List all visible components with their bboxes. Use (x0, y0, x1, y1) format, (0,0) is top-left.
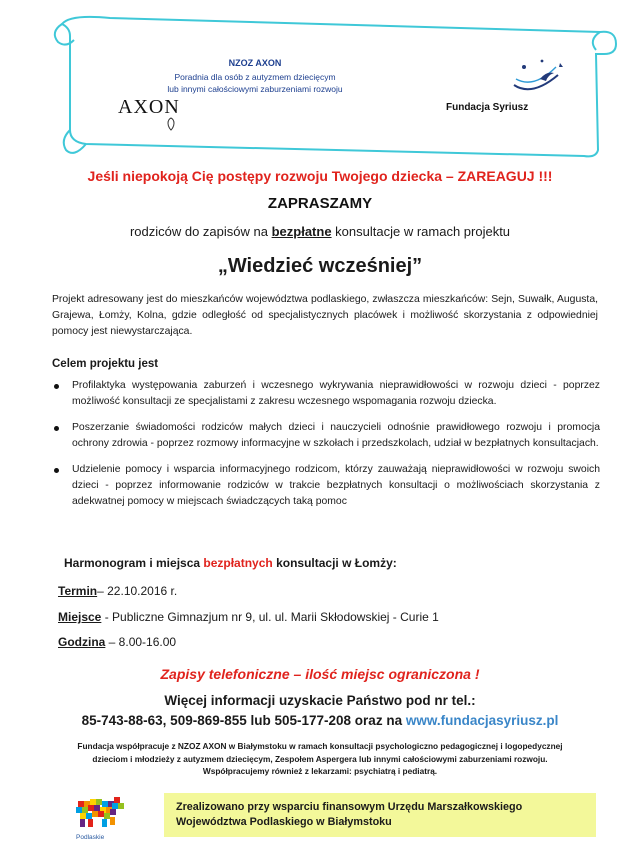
org-name: NZOZ AXON (228, 58, 282, 68)
podlaskie-label: Podlaskie (76, 834, 105, 841)
funding-line-2: Województwa Podlaskiego w Białymstoku (176, 816, 392, 828)
project-title: „Wiedzieć wcześniej” (217, 255, 423, 277)
org-description (120, 71, 390, 95)
more-info: Więcej informacji uzyskacie Państwo pod nr tel.: (164, 693, 476, 708)
registration-note: Zapisy telefoniczne – ilość miejsc ograniczona ! (160, 666, 480, 682)
org-desc-line-1: Poradnia dla osób z autyzmem dziecięcym (174, 72, 336, 82)
schedule-heading-red: bezpłatnych (203, 556, 273, 570)
schedule-heading (64, 556, 397, 570)
cooperation-note (40, 740, 600, 778)
funding-line-1: Zrealizowano przy wsparciu finansowym Urzędu Marszałkowskiego (176, 801, 523, 813)
syriusz-logo-icon (500, 45, 570, 105)
place-label: Miejsce (58, 610, 102, 624)
intro-paragraph: Projekt adresowany jest do mieszkańców województwa podlaskiego, zwłaszcza mieszkańców: Sejn, Suwałk, Augusta, Grajewa, Łomży, Kolna, gdzie odległość od specjalistycznych placówek i możliwość skorzystania z odpowiedniej pomocy jest niewystarczająca. (52, 294, 598, 337)
schedule-term (58, 584, 177, 598)
foundation-name: Fundacja Syriusz (446, 102, 529, 113)
axon-mark-icon (165, 117, 177, 131)
goals-list (52, 378, 600, 520)
goals-heading: Celem projektu jest (52, 358, 159, 370)
invite-line (0, 224, 640, 239)
goal-text: Udzielenie pomocy i wsparcia informacyjnego rodzicom, którzy zauważają nieprawidłowości w rozwoju swoich dzieci - poprzez informowanie rodziców w trakcie bezpłatnych konsultacji o możliwościach skorzystania z adekwatnej pomocy w miejscach świadczących taką pomoc (72, 464, 600, 507)
hour-value: – 8.00-16.00 (105, 635, 177, 649)
list-item (52, 378, 600, 410)
schedule-heading-after: konsultacji w Łomży: (272, 556, 397, 570)
coop-line-2: dzieciom i młodzieży z autyzmem dziecięcym, Zespołem Aspergera lub innymi całościowymi zaburzeniami rozwoju. (92, 753, 548, 764)
list-item (52, 462, 600, 510)
headline: Jeśli niepokoją Cię postępy rozwoju Twojego dziecka – ZAREAGUJ !!! (87, 168, 553, 184)
goal-text: Poszerzanie świadomości rodziców małych dzieci i nauczycieli odnośnie prawidłowego rozwoju i promocja ochrony zdrowia - poprzez rozmowy informacyjne w szkołach i przedszkolach, udział w bezpłatnych konsultacjach. (72, 422, 600, 449)
phone-numbers (0, 713, 640, 728)
website-link[interactable]: www.fundacjasyriusz.pl (405, 713, 559, 728)
place-value: - Publiczne Gimnazjum nr 9, ul. ul. Marii Skłodowskiej - Curie 1 (101, 610, 439, 624)
coop-line-3: Współpracujemy również z lekarzami: psychiatrą i pediatrą. (202, 766, 438, 776)
schedule-hour (58, 635, 176, 649)
hour-label: Godzina (58, 635, 106, 649)
goal-text: Profilaktyka występowania zaburzeń i wczesnego wykrywania nieprawidłowości w rozwoju dzieci - poprzez możliwość konsultacji ze specjalistami z zakresu wczesnego wspomagania rozwoju dziecka. (72, 380, 600, 407)
bullet-icon (54, 384, 59, 389)
invite-after: konsultacje w ramach projektu (331, 224, 511, 239)
list-item (52, 420, 600, 452)
funding-note (176, 800, 586, 830)
invite-title: ZAPRASZAMY (267, 195, 373, 212)
coop-line-1: Fundacja współpracuje z NZOZ AXON w Białymstoku w ramach konsultacji psychologiczno pedagogicznej i logopedycznej (77, 741, 563, 751)
schedule-place (58, 610, 439, 624)
phones-text: 85-743-88-63, 509-869-855 lub 505-177-208 oraz na (81, 713, 406, 728)
bullet-icon (54, 426, 59, 431)
term-value: – 22.10.2016 r. (97, 584, 178, 598)
invite-before: rodziców do zapisów na (129, 224, 272, 239)
bullet-icon (54, 468, 59, 473)
term-label: Termin (58, 584, 98, 598)
axon-logo: AXON (118, 96, 180, 118)
podlaskie-logo-icon (70, 795, 130, 835)
org-desc-line-2: lub innymi całościowymi zaburzeniami rozwoju (167, 84, 343, 94)
invite-emphasis: bezpłatne (271, 224, 332, 239)
schedule-heading-before: Harmonogram i miejsca (64, 556, 204, 570)
